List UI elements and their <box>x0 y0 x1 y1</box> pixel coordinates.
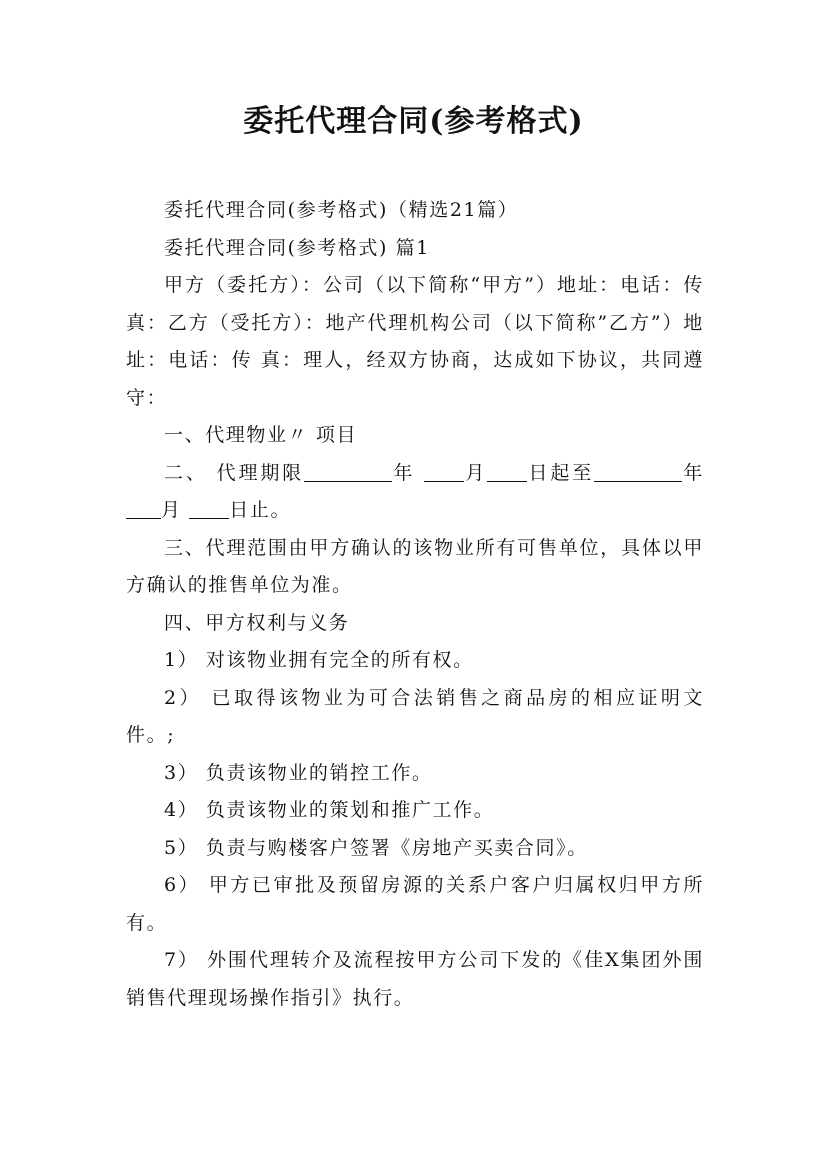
paragraph-item-4: 4） 负责该物业的策划和推广工作。 <box>164 799 495 821</box>
clause-2-day-to: 日起至 <box>527 461 595 484</box>
clause-2-year: 年 <box>392 461 425 484</box>
document-title: 委托代理合同(参考格式) <box>243 104 584 139</box>
clause-2-label: 二、 代理期限 <box>164 461 305 484</box>
blank-end-month <box>126 499 161 519</box>
paragraph-item-2: 2） 已取得该物业为可合法销售之商品房的相应证明文件。; <box>126 686 704 746</box>
paragraph-section-heading: 委托代理合同(参考格式) 篇1 <box>164 236 430 259</box>
paragraph-clause-4: 四、甲方权利与义务 <box>164 611 350 634</box>
clause-2-end-month: 月 <box>161 499 190 521</box>
paragraph-item-1: 1） 对该物业拥有完全的所有权。 <box>164 649 474 671</box>
paragraph-subtitle: 委托代理合同(参考格式)（精选21篇） <box>164 199 519 221</box>
blank-end-year <box>594 462 682 482</box>
paragraph-item-6: 6） 甲方已审批及预留房源的关系户客户归属权归甲方所有。 <box>126 874 704 934</box>
clause-2-end-year: 年 <box>682 461 704 484</box>
paragraph-clause-3: 三、代理范围由甲方确认的该物业所有可售单位，具体以甲方确认的推售单位为准。 <box>126 536 704 596</box>
document-body <box>126 192 704 1017</box>
blank-end-day <box>189 499 229 519</box>
clause-2-month: 月 <box>464 461 488 484</box>
blank-start-day <box>487 462 527 482</box>
paragraph-item-3: 3） 负责该物业的销控工作。 <box>164 761 433 784</box>
paragraph-item-5: 5） 负责与购楼客户签署《房地产买卖合同》。 <box>164 836 588 859</box>
paragraph-clause-1: 一、代理物业〃 项目 <box>164 424 358 446</box>
clause-2-end-day: 日止。 <box>229 499 292 521</box>
paragraph-clause-2 <box>126 455 704 530</box>
blank-start-year <box>304 462 392 482</box>
paragraph-parties: 甲方（委托方）：公司（以下简称“甲方”）地址：电话：传 真：乙方（受托方）：地产代理机构公司（以下简称”乙方”）地址：电话：传 真：理人，经双方协商，达成如下协议，共同遵守： <box>126 274 704 409</box>
paragraph-item-7: 7） 外围代理转介及流程按甲方公司下发的《佳X集团外围销售代理现场操作指引》执行。 <box>126 949 704 1009</box>
blank-start-month <box>424 462 464 482</box>
